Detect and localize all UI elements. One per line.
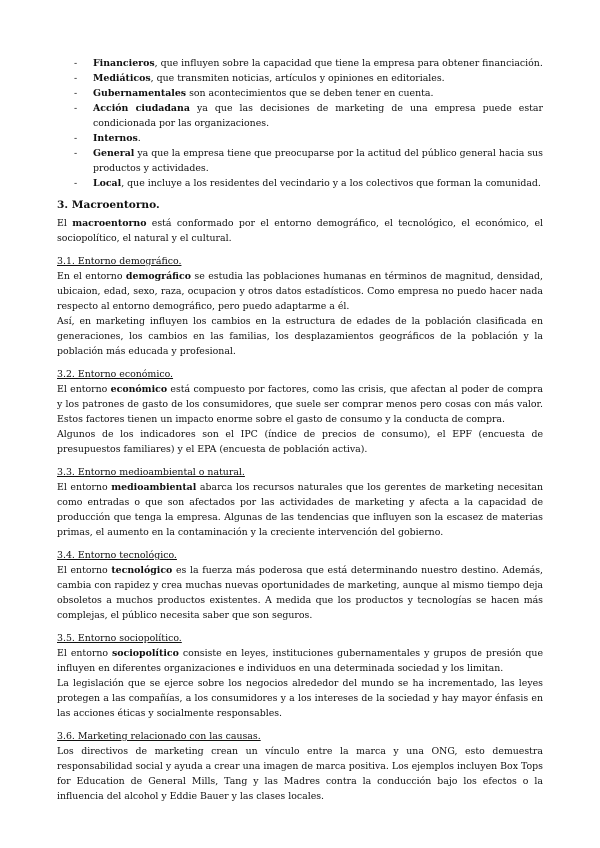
section-intro: El macroentorno está conformado por el entorno demográfico, el tecnológico, el económico, el sociopolítico, el natural y el cultural. [57,218,543,244]
paragraph: Los directivos de marketing crean un vínculo entre la marca y una ONG, esto demuestra responsabilidad social y ayuda a crear una imagen de marca positiva. Los ejemplos incluyen Box Tops for Education de General Mills, Tang y las Madres contra la conducción bajo los efectos o la influencia del alcohol y Eddie Bauer y las clases locales. [57,746,543,802]
subsection-title-sociopolitico: 3.5. Entorno sociopolítico. [57,633,182,644]
bullet-list [57,56,543,191]
bullet-text: , que transmiten noticias, artículos y opiniones en editoriales. [150,73,445,84]
list-item: - Acción ciudadana ya que las decisiones de marketing de una empresa puede estar condicionada por las organizaciones. [74,103,543,129]
bullet-text: , que incluye a los residentes del vecindario y a los colectivos que forman la comunidad. [121,178,541,189]
list-item: - Internos. [74,133,141,144]
paragraph: El entorno tecnológico es la fuerza más poderosa que está determinando nuestro destino. Además, cambia con rapidez y crea muchas nuevas oportunidades de marketing, aunque al mismo tiempo deja obsoletos a muchos productos existentes. A medida que los productos y tecnologías se hacen más complejas, el público necesita saber que son seguros. [57,565,543,621]
bullet-term: Gubernamentales [93,88,187,99]
list-item: - Gubernamentales son acontecimientos que se deben tener en cuenta. [74,88,434,99]
paragraph: El entorno económico está compuesto por factores, como las crisis, que afectan al poder de compra y los patrones de gasto de los consumidores, que suele ser comprar menos pero cosas con más valor. Estos factores tienen un impacto enorme sobre el gasto de consumo y la conducta de compra. [57,384,543,425]
list-item: - General ya que la empresa tiene que preocuparse por la actitud del público general hacia sus productos y actividades. [74,148,543,174]
bullet-text: . [137,133,141,144]
bullet-term: Local [93,178,122,189]
bullet-term: Internos [93,133,138,144]
paragraph: El entorno medioambiental abarca los recursos naturales que los gerentes de marketing necesitan como entradas o que son afectados por las actividades de marketing y afecta a la capacidad de producción que tenga la empresa. Algunas de las tendencias que influyen son la escasez de materias primas, el aumento en la contaminación y la creciente intervención del gobierno. [57,482,543,538]
list-item: - Mediáticos, que transmiten noticias, artículos y opiniones en editoriales. [74,73,445,84]
bullet-term: Mediáticos [93,73,151,84]
document-page [57,56,543,804]
subsection-title-causas: 3.6. Marketing relacionado con las causas. [57,731,261,742]
bullet-text: ya que la empresa tiene que preocuparse por la actitud del público general hacia sus productos y actividades. [93,148,543,174]
list-item: - Financieros, que influyen sobre la capacidad que tiene la empresa para obtener financiación. [74,58,543,69]
paragraph: Algunos de los indicadores son el IPC (índice de precios de consumo), el EPF (encuesta de presupuestos familiares) y el EPA (encuesta de población activa). [57,429,543,455]
subsection-title-demografico: 3.1. Entorno demográfico. [57,256,182,267]
bullet-term: Financieros [93,58,155,69]
bullet-term: Acción ciudadana [93,103,190,114]
bullet-text: , que influyen sobre la capacidad que tiene la empresa para obtener financiación. [154,58,543,69]
bullet-term: General [93,148,135,159]
bullet-text: son acontecimientos que se deben tener en cuenta. [186,88,434,99]
paragraph: En el entorno demográfico se estudia las poblaciones humanas en términos de magnitud, densidad, ubicaion, edad, sexo, raza, ocupacion y otros datos estadísticos. Como empresa no puedo hacer nada respecto al entorno demográfico, pero puedo adaptarme a él. [57,271,543,312]
paragraph: El entorno sociopolítico consiste en leyes, instituciones gubernamentales y grupos de presión que influyen en diferentes organizaciones e individuos en una determinada sociedad y los limitan. [57,648,543,674]
subsection-title-economico: 3.2. Entorno económico. [57,369,174,380]
paragraph: Así, en marketing influyen los cambios en la estructura de edades de la población clasificada en generaciones, los cambios en las familias, los desplazamientos geográficos de la población y la población más educada y profesional. [57,316,543,357]
subsection-title-tecnologico: 3.4. Entorno tecnológico. [57,550,177,561]
subsection-title-medioambiental: 3.3. Entorno medioambiental o natural. [57,467,245,478]
paragraph: La legislación que se ejerce sobre los negocios alrededor del mundo se ha incrementado, las leyes protegen a las compañías, a los consumidores y a los intereses de la sociedad y hay mayor énfasis en las acciones éticas y socialmente responsables. [57,678,543,719]
list-item: - Local, que incluye a los residentes del vecindario y a los colectivos que forman la comunidad. [74,178,541,189]
section-heading: 3. Macroentorno. [57,199,160,211]
bullet-text: ya que las decisiones de marketing de una empresa puede estar condicionada por las organizaciones. [93,103,543,129]
